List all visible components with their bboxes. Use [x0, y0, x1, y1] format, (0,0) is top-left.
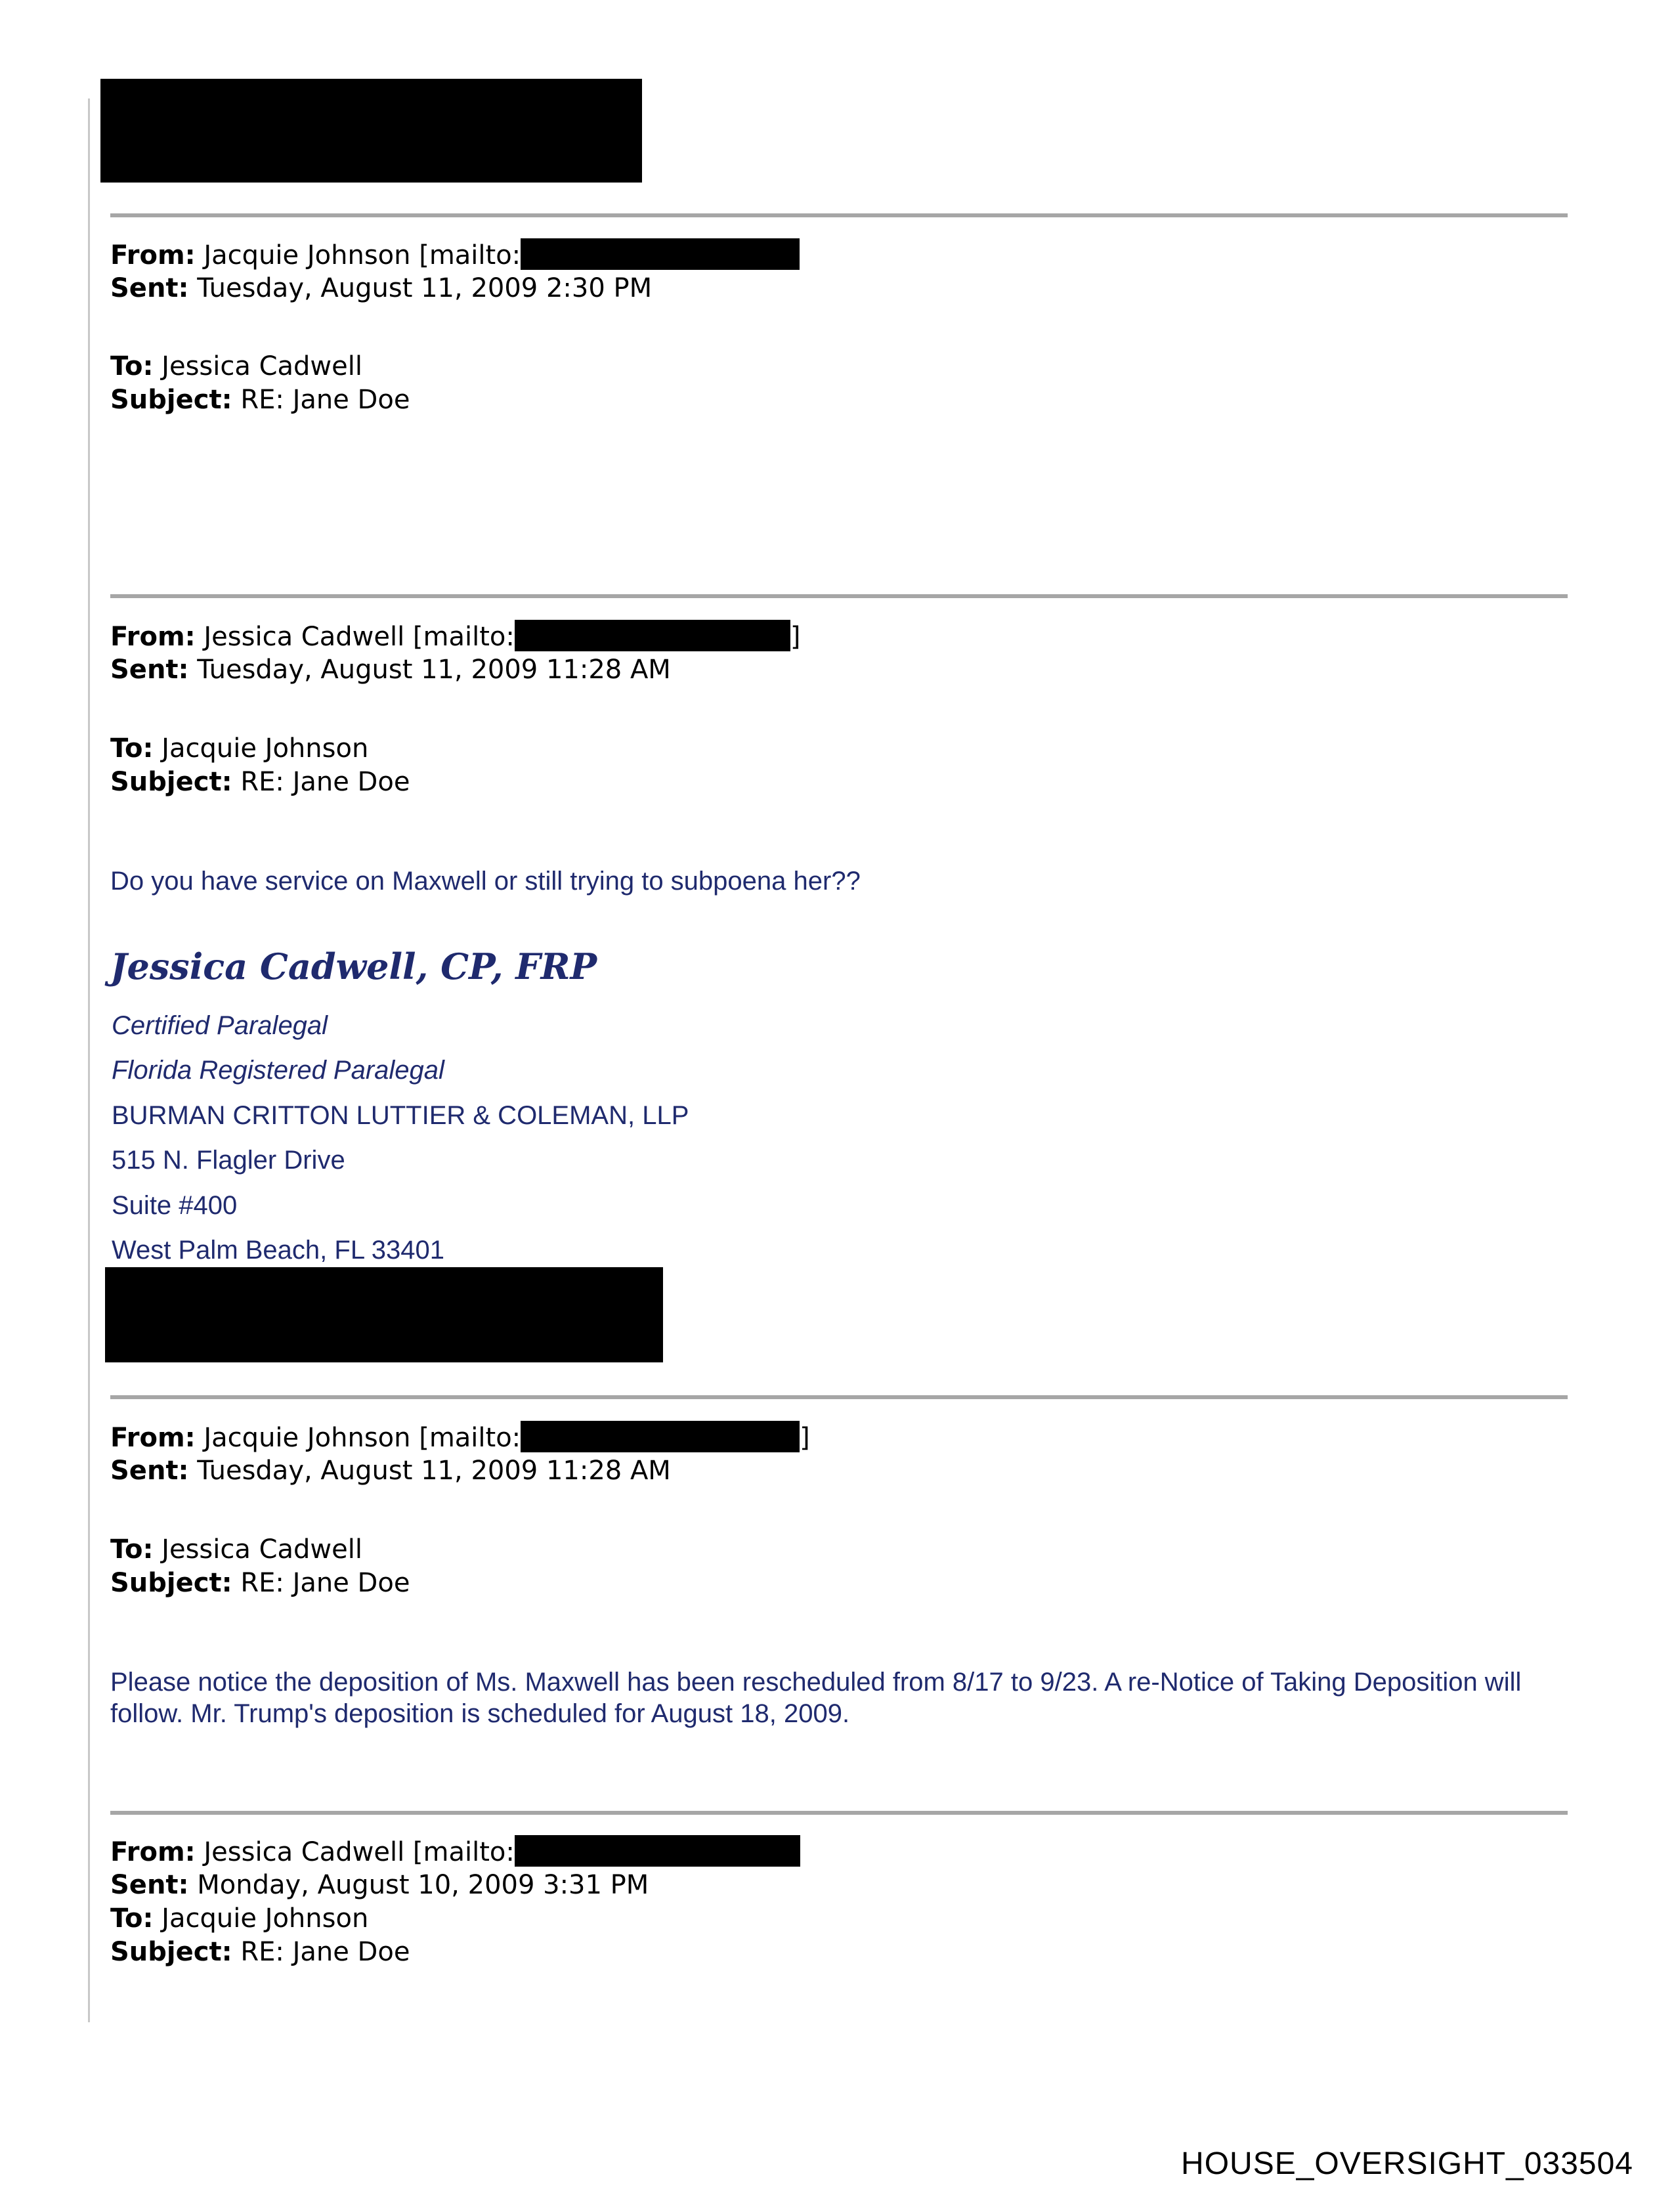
- to-label: To:: [110, 1903, 154, 1934]
- email-separator: [110, 1811, 1568, 1815]
- email-header-subject: [110, 766, 410, 799]
- email-header-sent: [110, 1454, 671, 1488]
- email-header-sent: [110, 272, 652, 305]
- subject-label: Subject:: [110, 1568, 232, 1598]
- signature-address-street: 515 N. Flagler Drive: [112, 1146, 345, 1175]
- sent-label: Sent:: [110, 1456, 189, 1486]
- subject-value: RE: Jane Doe: [240, 1568, 410, 1598]
- to-value: Jessica Cadwell: [161, 351, 362, 381]
- to-value: Jacquie Johnson: [161, 733, 369, 764]
- subject-value: RE: Jane Doe: [240, 767, 410, 797]
- from-value: Jessica Cadwell [mailto:: [204, 622, 515, 652]
- from-value: Jacquie Johnson [mailto:: [204, 1423, 521, 1453]
- email-header-from: [110, 620, 800, 654]
- signature-title-certified: Certified Paralegal: [112, 1011, 328, 1040]
- email-separator: [110, 213, 1568, 217]
- to-label: To:: [110, 733, 154, 764]
- from-label: From:: [110, 240, 196, 271]
- left-margin-rule: [88, 98, 90, 2022]
- redacted-email-address: [521, 238, 800, 270]
- email-header-from: [110, 1421, 810, 1455]
- redacted-email-address: [515, 620, 790, 651]
- sent-value: Tuesday, August 11, 2009 2:30 PM: [197, 273, 653, 303]
- from-label: From:: [110, 1837, 196, 1867]
- email-header-to: [110, 350, 362, 383]
- email-header-sent: [110, 1869, 649, 1902]
- to-value: Jacquie Johnson: [161, 1903, 369, 1934]
- email-header-subject: [110, 383, 410, 417]
- to-label: To:: [110, 351, 154, 381]
- sent-label: Sent:: [110, 655, 189, 685]
- sent-value: Monday, August 10, 2009 3:31 PM: [197, 1870, 649, 1900]
- sent-label: Sent:: [110, 273, 189, 303]
- subject-value: RE: Jane Doe: [240, 1937, 410, 1967]
- email-header-subject: [110, 1936, 410, 1969]
- from-label: From:: [110, 1423, 196, 1453]
- from-suffix: ]: [790, 622, 801, 652]
- signature-firm: BURMAN CRITTON LUTTIER & COLEMAN, LLP: [112, 1101, 689, 1130]
- subject-label: Subject:: [110, 385, 232, 415]
- redacted-email-address: [515, 1835, 800, 1867]
- sent-label: Sent:: [110, 1870, 189, 1900]
- to-label: To:: [110, 1534, 154, 1565]
- email-header-to: [110, 732, 368, 766]
- bates-number: HOUSE_OVERSIGHT_033504: [1181, 2146, 1633, 2181]
- subject-label: Subject:: [110, 767, 232, 797]
- signature-name: Jessica Cadwell, CP, FRP: [110, 945, 597, 987]
- from-label: From:: [110, 622, 196, 652]
- email-header-from: [110, 1835, 800, 1869]
- from-suffix: ]: [800, 1423, 810, 1453]
- redaction-block-top: [100, 79, 642, 183]
- from-value: Jessica Cadwell [mailto:: [204, 1837, 515, 1867]
- email-separator: [110, 594, 1568, 598]
- signature-title-registered: Florida Registered Paralegal: [112, 1056, 444, 1085]
- email-separator: [110, 1395, 1568, 1399]
- sent-value: Tuesday, August 11, 2009 11:28 AM: [197, 655, 671, 685]
- email-body: Do you have service on Maxwell or still trying to subpoena her??: [110, 867, 861, 896]
- email-header-to: [110, 1533, 362, 1567]
- signature-address-city: West Palm Beach, FL 33401: [112, 1236, 444, 1265]
- redaction-block-signature: [105, 1267, 663, 1362]
- signature-address-suite: Suite #400: [112, 1191, 238, 1220]
- redacted-email-address: [521, 1421, 800, 1452]
- email-body: Please notice the deposition of Ms. Maxwell has been rescheduled from 8/17 to 9/23. A re-Notice of Taking Deposition will follow. Mr. Trump's deposition is scheduled for August 18, 2009.: [110, 1668, 1522, 1728]
- email-header-to: [110, 1902, 368, 1936]
- from-value: Jacquie Johnson [mailto:: [204, 240, 521, 271]
- sent-value: Tuesday, August 11, 2009 11:28 AM: [197, 1456, 671, 1486]
- email-header-from: [110, 238, 800, 272]
- email-header-sent: [110, 653, 671, 687]
- email-header-subject: [110, 1567, 410, 1600]
- subject-value: RE: Jane Doe: [240, 385, 410, 415]
- subject-label: Subject:: [110, 1937, 232, 1967]
- to-value: Jessica Cadwell: [161, 1534, 362, 1565]
